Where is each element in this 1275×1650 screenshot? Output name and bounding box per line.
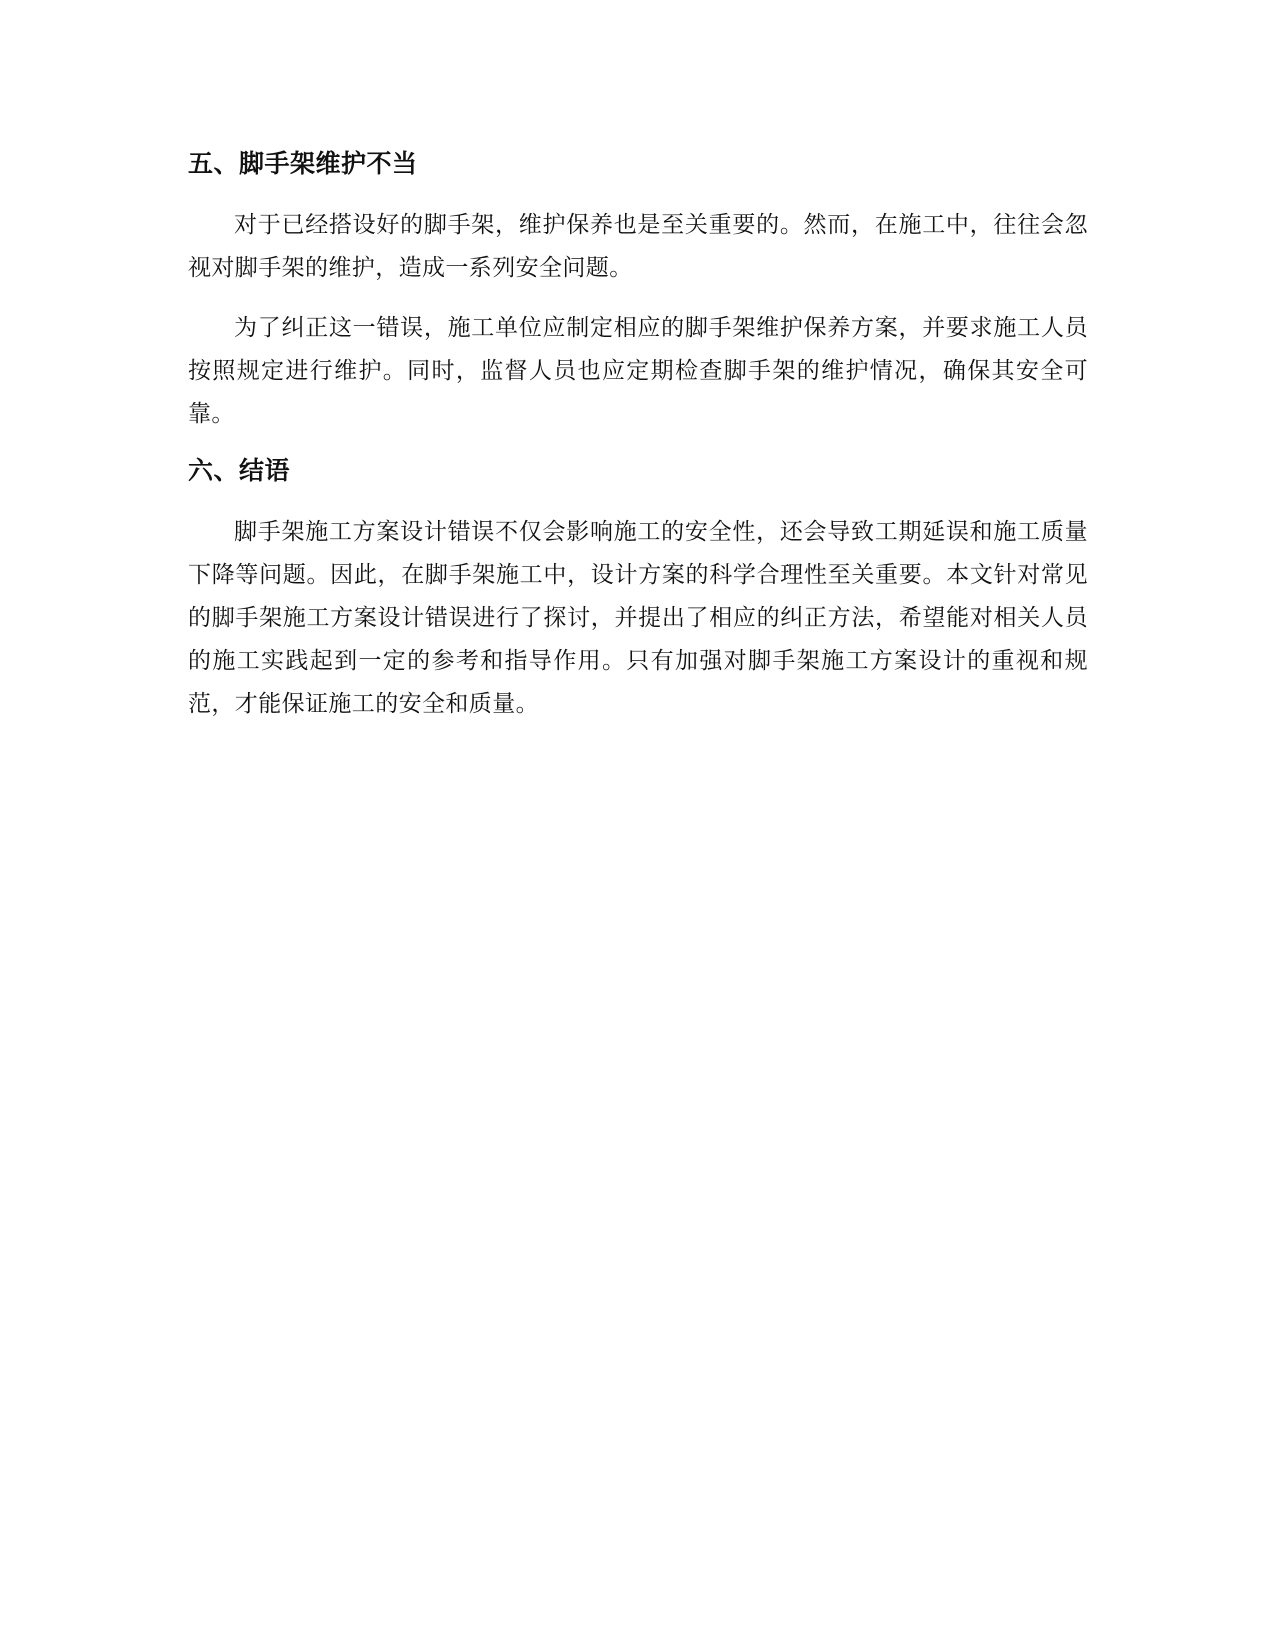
paragraph: 对于已经搭设好的脚手架，维护保养也是至关重要的。然而，在施工中，往往会忽视对脚手架的维护，造成一系列安全问题。 <box>188 212 1088 281</box>
section-conclusion <box>188 453 1088 726</box>
document-body <box>188 146 1088 743</box>
section-heading: 五、脚手架维护不当 <box>188 149 418 178</box>
paragraph: 脚手架施工方案设计错误不仅会影响施工的安全性，还会导致工期延误和施工质量下降等问题。因此，在脚手架施工中，设计方案的科学合理性至关重要。本文针对常见的脚手架施工方案设计错误进行了探讨，并提出了相应的纠正方法，希望能对相关人员的施工实践起到一定的参考和指导作用。只有加强对脚手架施工方案设计的重视和规范，才能保证施工的安全和质量。 <box>188 519 1088 717</box>
section-maintenance <box>188 146 1088 436</box>
section-heading: 六、结语 <box>188 456 291 485</box>
paragraph: 为了纠正这一错误，施工单位应制定相应的脚手架维护保养方案，并要求施工人员按照规定进行维护。同时，监督人员也应定期检查脚手架的维护情况，确保其安全可靠。 <box>188 315 1088 427</box>
